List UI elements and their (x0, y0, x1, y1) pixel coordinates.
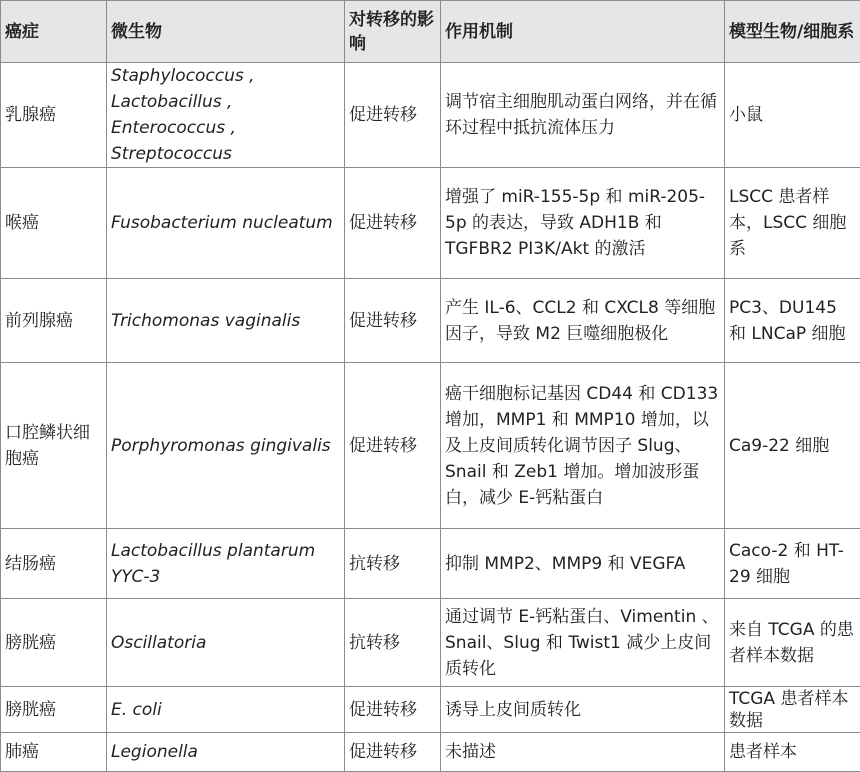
table-row (1, 279, 860, 363)
effect-cell: 促进转移 (345, 63, 441, 168)
mechanism-cell: 增强了 miR-155-5p 和 miR-205-5p 的表达，导致 ADH1B 和 TGFBR2 PI3K/Akt 的激活 (441, 168, 725, 279)
mechanism-cell: 抑制 MMP2、MMP9 和 VEGFA (441, 529, 725, 599)
header-cancer: 癌症 (1, 1, 107, 63)
mechanism-cell: 癌干细胞标记基因 CD44 和 CD133 增加，MMP1 和 MMP10 增加，以及上皮间质转化调节因子 Slug、Snail 和 Zeb1 增加。增加波形蛋白，减少 E-钙粘蛋白 (441, 363, 725, 529)
microbe-cell: Staphylococcus , Lactobacillus , Enterococcus , Streptococcus (107, 63, 345, 168)
effect-cell: 促进转移 (345, 279, 441, 363)
model-cell: 来自 TCGA 的患者样本数据 (725, 599, 860, 687)
effect-cell: 促进转移 (345, 168, 441, 279)
effect-cell: 抗转移 (345, 599, 441, 687)
header-row (1, 1, 860, 63)
table-row (1, 733, 860, 772)
model-cell: Caco-2 和 HT-29 细胞 (725, 529, 860, 599)
header-microbe: 微生物 (107, 1, 345, 63)
microbe-cell: Oscillatoria (107, 599, 345, 687)
table-row (1, 168, 860, 279)
header-effect: 对转移的影响 (345, 1, 441, 63)
cancer-cell: 肺癌 (1, 733, 107, 772)
header-model: 模型生物/细胞系 (725, 1, 860, 63)
table-row (1, 687, 860, 733)
table-row (1, 599, 860, 687)
microbe-cell: Porphyromonas gingivalis (107, 363, 345, 529)
mechanism-cell: 产生 IL-6、CCL2 和 CXCL8 等细胞因子，导致 M2 巨噬细胞极化 (441, 279, 725, 363)
model-cell: LSCC 患者样本，LSCC 细胞系 (725, 168, 860, 279)
microbe-cell: Lactobacillus plantarum YYC-3 (107, 529, 345, 599)
cancer-cell: 口腔鳞状细胞癌 (1, 363, 107, 529)
mechanism-cell: 诱导上皮间质转化 (441, 687, 725, 733)
table-row (1, 63, 860, 168)
cancer-cell: 膀胱癌 (1, 687, 107, 733)
mechanism-cell: 调节宿主细胞肌动蛋白网络，并在循环过程中抵抗流体压力 (441, 63, 725, 168)
model-cell: PC3、DU145 和 LNCaP 细胞 (725, 279, 860, 363)
model-cell: 小鼠 (725, 63, 860, 168)
microbe-cell: Trichomonas vaginalis (107, 279, 345, 363)
microbe-cell: E. coli (107, 687, 345, 733)
mechanism-cell: 通过调节 E-钙粘蛋白、Vimentin 、Snail、Slug 和 Twist1 减少上皮间质转化 (441, 599, 725, 687)
cancer-cell: 前列腺癌 (1, 279, 107, 363)
model-cell: TCGA 患者样本数据 (725, 687, 860, 733)
cancer-cell: 喉癌 (1, 168, 107, 279)
mechanism-cell: 未描述 (441, 733, 725, 772)
effect-cell: 抗转移 (345, 529, 441, 599)
table-row (1, 363, 860, 529)
table-row (1, 529, 860, 599)
effect-cell: 促进转移 (345, 687, 441, 733)
microbe-cell: Fusobacterium nucleatum (107, 168, 345, 279)
microbe-cell: Legionella (107, 733, 345, 772)
effect-cell: 促进转移 (345, 733, 441, 772)
model-cell: 患者样本 (725, 733, 860, 772)
cancer-cell: 结肠癌 (1, 529, 107, 599)
cancer-cell: 乳腺癌 (1, 63, 107, 168)
effect-cell: 促进转移 (345, 363, 441, 529)
header-mechanism: 作用机制 (441, 1, 725, 63)
cancer-cell: 膀胱癌 (1, 599, 107, 687)
model-cell: Ca9-22 细胞 (725, 363, 860, 529)
